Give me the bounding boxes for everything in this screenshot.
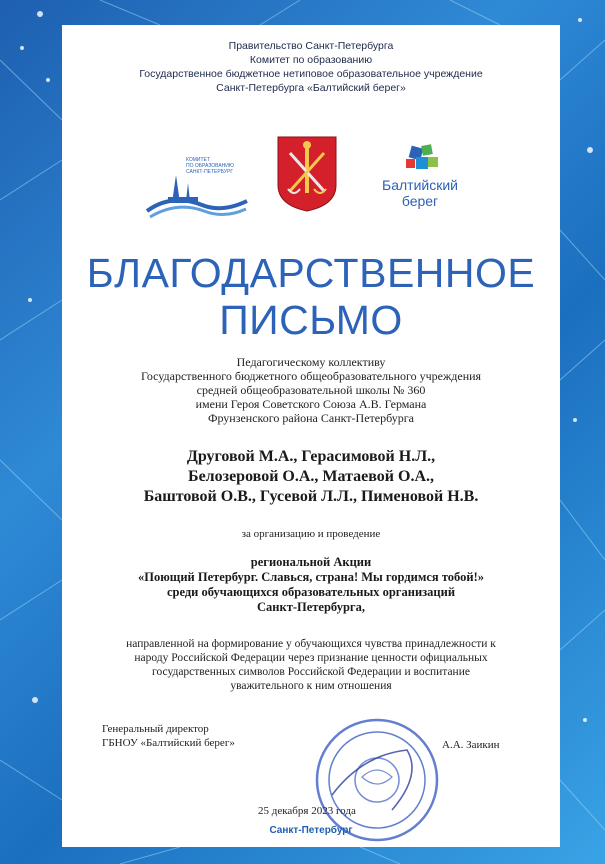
position-line: ГБНОУ «Балтийский берег» (102, 737, 235, 749)
position-line: Генеральный директор (102, 723, 209, 735)
addressee-line: средней общеобразовательной школы № 360 (196, 383, 426, 397)
action-block (62, 555, 560, 615)
header-line: Государственное бюджетное нетиповое образовательное учреждение (139, 68, 483, 80)
action-line: Санкт-Петербурга, (257, 600, 365, 614)
certificate-title-line1: БЛАГОДАРСТВЕННОЕ (86, 250, 536, 296)
footer-city: Санкт-Петербург (269, 825, 353, 836)
addressee-block (62, 355, 560, 425)
purpose-block (62, 637, 560, 693)
logos-row (62, 135, 560, 230)
action-line: региональной Акции (250, 555, 372, 569)
purpose-line: государственных символов Российской Федерации и воспитание (152, 666, 470, 678)
logo-text: ПО ОБРАЗОВАНИЮ (186, 163, 234, 169)
logo-text: КОМИТЕТ (186, 157, 210, 163)
header-line: Правительство Санкт-Петербурга (228, 40, 394, 52)
names-line: Баштовой О.В., Гусевой Л.Л., Пименовой Н.В. (143, 488, 479, 505)
certificate-sheet (62, 25, 560, 847)
names-line: Белозеровой О.А., Матаевой О.А., (187, 468, 435, 485)
baltic-shore-logo (380, 139, 460, 219)
purpose-line: уважительного к ним отношения (230, 680, 392, 692)
header-line: Комитет по образованию (249, 54, 373, 66)
recipient-names (62, 447, 560, 507)
addressee-line: Фрунзенского района Санкт-Петербурга (207, 411, 415, 425)
logo-text: САНКТ-ПЕТЕРБУРГ (186, 169, 234, 175)
issue-date: 25 декабря 2023 года (258, 805, 356, 817)
action-line: среди обучающихся образовательных организаций (166, 585, 456, 599)
logo-text: Балтийский (382, 177, 458, 193)
for-text: за организацию и проведение (241, 528, 381, 540)
addressee-line: Педагогическому коллективу (236, 355, 386, 369)
certificate-title-line2: ПИСЬМО (219, 297, 403, 343)
names-line: Друговой М.А., Герасимовой Н.Л., (186, 448, 436, 465)
action-line: «Поющий Петербург. Славься, страна! Мы гордимся тобой!» (138, 570, 484, 584)
organization-header (62, 39, 560, 95)
logo-text: берег (401, 193, 439, 209)
purpose-line: направленной на формирование у обучающихся чувства принадлежности к (126, 638, 496, 650)
addressee-line: имени Героя Советского Союза А.В. Германа (195, 397, 427, 411)
education-committee-logo (142, 153, 252, 223)
header-line: Санкт-Петербурга «Балтийский берег» (216, 82, 406, 94)
signatory-name: А.А. Заикин (442, 739, 500, 751)
coat-of-arms-emblem (276, 135, 338, 213)
purpose-line: народу Российской Федерации через признание ценности официальных (134, 652, 488, 664)
signatory-position (102, 722, 235, 750)
addressee-line: Государственного бюджетного общеобразовательного учреждения (140, 369, 482, 383)
